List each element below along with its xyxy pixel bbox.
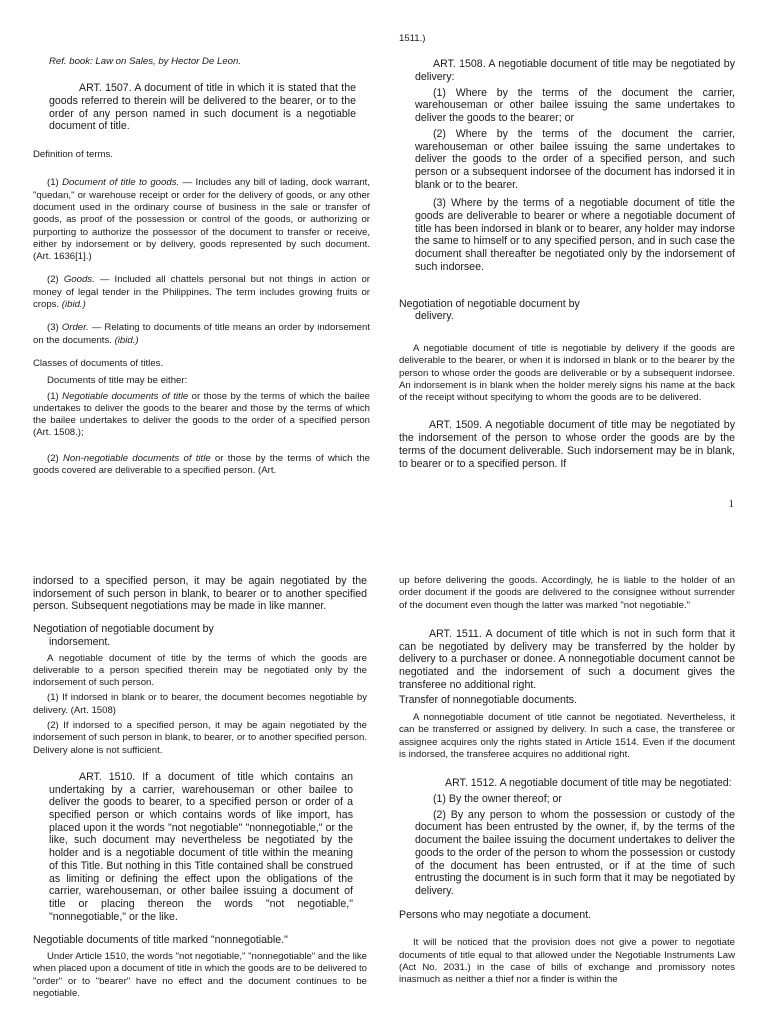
- page2-right-continued-text: up before delivering the goods. Accordingly, he is liable to the holder of an order document if the goods are delivered to the consignee without surrender of the document even though the latter was marked "not negotiable.": [399, 575, 735, 611]
- page1-right-column: [399, 33, 735, 481]
- negotiation-indorsement-item-1: (1) If indorsed in blank or to bearer, the document becomes negotiable by delivery. (Art. 1508): [33, 692, 367, 716]
- negotiation-indorsement-item-2: (2) If indorsed to a specified person, it may be again negotiated by the indorsement of such person in blank, to bearer, or to another specified person. Delivery alone is not sufficient.: [33, 720, 367, 756]
- classes-intro: Documents of title may be either:: [47, 375, 188, 387]
- definition-2: (2) Goods. — Included all chattels personal but not things in action or money of legal tender in the Philippines. The term includes growing fruits or crops. (ibid.): [33, 274, 370, 311]
- art-1512-item-2: (2) By any person to whom the possession or custody of the document has been entrusted by the owner, if, by the terms of the document the bailee issuing the document undertakes to deliver the goods to the order of the person to whom the possession or custody of the document has been entrusted, or if at the time of such entrusting the document is in such form that it may be negotiated by delivery.: [415, 808, 735, 897]
- negotiation-delivery-text: A negotiable document of title is negotiable by delivery if the goods are deliverable to the bearer, or when it is indorsed in blank or to the bearer by the person to whose order the goods are deliverable or by a subsequent indorsee. An indorsement is in blank when the holder merely signs his name at the back of the receipt without specifying to whom the goods are to be delivered.: [399, 342, 735, 404]
- page-number: 1: [728, 498, 734, 510]
- page-gap: [0, 532, 768, 572]
- marked-nonnegotiable-text: Under Article 1510, the words "not negotiable," "nonnegotiable" and the like when placed upon a document of title in which the goods are to be delivered to "order" or to "bearer" have no effect and the document continues to be negotiable.: [33, 951, 367, 999]
- art-1509: ART. 1509. A negotiable document of title may be negotiated by the indorsement of the person to whose order the goods are by the terms of the document deliverable. Such indorsement may be in blank, to bearer or to a specified person. If: [399, 419, 735, 470]
- art-1508-item-3: (3) Where by the terms of a negotiable document of title the goods are deliverable to bearer or where a negotiable document of title has been indorsed in blank or to bearer, any holder may indorse the same to himself or to any specified person, and in such case the document shall thereafter be negotiated only by the indorsement of such indorsee.: [415, 197, 735, 273]
- art-1508-item-1: (1) Where by the terms of the document the carrier, warehouseman or other bailee issuing the same undertakes to deliver the goods to the bearer; or: [415, 86, 735, 125]
- negotiation-delivery-heading: Negotiation of negotiable document by delivery.: [399, 297, 580, 323]
- art-1512-item-1: (1) By the owner thereof; or: [433, 793, 562, 805]
- art-1508: ART. 1508. A negotiable document of title may be negotiated by delivery:: [415, 58, 735, 83]
- continued-reference: 1511.): [399, 33, 426, 44]
- transfer-heading: Transfer of nonnegotiable documents.: [399, 694, 578, 707]
- art-1510: ART. 1510. If a document of title which contains an undertaking by a carrier, warehouseman or other bailee to deliver the goods to bearer, to a specified person or order of a specified person or which contains words of like import, has placed upon it the words "not negotiable" "nonnegotiable," or the like, such document may nevertheless be negotiated by the holder and is a negotiable document of title within the meaning of this Title. But nothing in this Title contained shall be construed as limiting or defining the effect upon the obligations of the carrier, warehouseman, or other bailee issuing a document of title or placing thereon the words "not negotiable," "nonnegotiable," or the like.: [49, 770, 353, 923]
- reference-book-note: Ref. book: Law on Sales, by Hector De Leon.: [49, 56, 241, 67]
- definition-3: (3) Order. — Relating to documents of title means an order by indorsement on the documents. (ibid.): [33, 322, 371, 346]
- definition-heading: Definition of terms.: [33, 149, 113, 161]
- class-1: (1) Negotiable documents of title or those by the terms of which the bailee undertakes to deliver the goods to the bearer and those by the terms of which the bailee undertakes to deliver the goods to the order of a specified person (Art. 1508.);: [33, 390, 370, 439]
- page2-left-column: [33, 575, 367, 1011]
- art-1512: ART. 1512. A negotiable document of title may be negotiated:: [445, 777, 732, 790]
- definition-1: (1) Document of title to goods. — Includes any bill of lading, dock warrant, "quedan," or warehouse receipt or order for the delivery of goods, or any other document used in the ordinary course of business in the sale or transfer of goods, as proof of the possession or control of the goods, or authorizing or purporting to authorize the possessor of the document to transfer or receive, either by indorsement or by delivery, goods represented by such document. (Art. 1636[1].): [33, 177, 371, 263]
- art-1507: ART. 1507. A document of title in which it is stated that the goods referred to therein will be delivered to the bearer, or to the order of any person named in such document is a negotiable document of title.: [49, 82, 356, 133]
- page1-left-column: [33, 56, 370, 488]
- transfer-text: A nonnegotiable document of title cannot be negotiated. Nevertheless, it can be transferred or assigned by delivery. In such a case, the transferee or assignee acquires only the rights stated in Article 1514. Even if the document is indorsed, the transferee acquires no additional right.: [399, 712, 735, 760]
- art-1508-item-2: (2) Where by the terms of the document the carrier, warehouseman or other bailee issuing the same undertakes to deliver the goods to the order of a specified person, and such person or a subsequent indorsee of the document has indorsed it in blank or to the bearer.: [415, 127, 735, 191]
- page2-right-column: [399, 575, 735, 998]
- classes-heading: Classes of documents of titles.: [33, 357, 164, 369]
- persons-heading: Persons who may negotiate a document.: [399, 908, 591, 921]
- persons-text: It will be noticed that the provision does not give a power to negotiate documents of title equal to that allowed under the Negotiable Instruments Law (Act No. 2031.) in the case of bills of exchange and promissory notes inasmuch as neither a thief nor a finder is within the: [399, 937, 735, 986]
- negotiation-indorsement-heading: Negotiation of negotiable document by indorsement.: [33, 623, 214, 648]
- class-2: (2) Non-negotiable documents of title or those by the terms of which the goods covered are deliverable to a specified person. (Art.: [33, 452, 370, 477]
- page2-continued-text: indorsed to a specified person, it may be again negotiated by the indorsement of such person in blank, to bearer or to another specified person. Subsequent negotiations may be made in like manner.: [33, 575, 367, 613]
- art-1511: ART. 1511. A document of title which is not in such form that it can be negotiated by delivery may be transferred by the holder by delivery to a purchaser or donee. A nonnegotiable document cannot be negotiated and the indorsement of such a document gives the transferee no additional right.: [399, 627, 735, 691]
- negotiation-indorsement-text: A negotiable document of title by the terms of which the goods are deliverable to a person specified therein may be negotiated only by the indorsement of such person.: [33, 652, 367, 689]
- marked-nonnegotiable-heading: Negotiable documents of title marked "nonnegotiable.": [33, 934, 288, 947]
